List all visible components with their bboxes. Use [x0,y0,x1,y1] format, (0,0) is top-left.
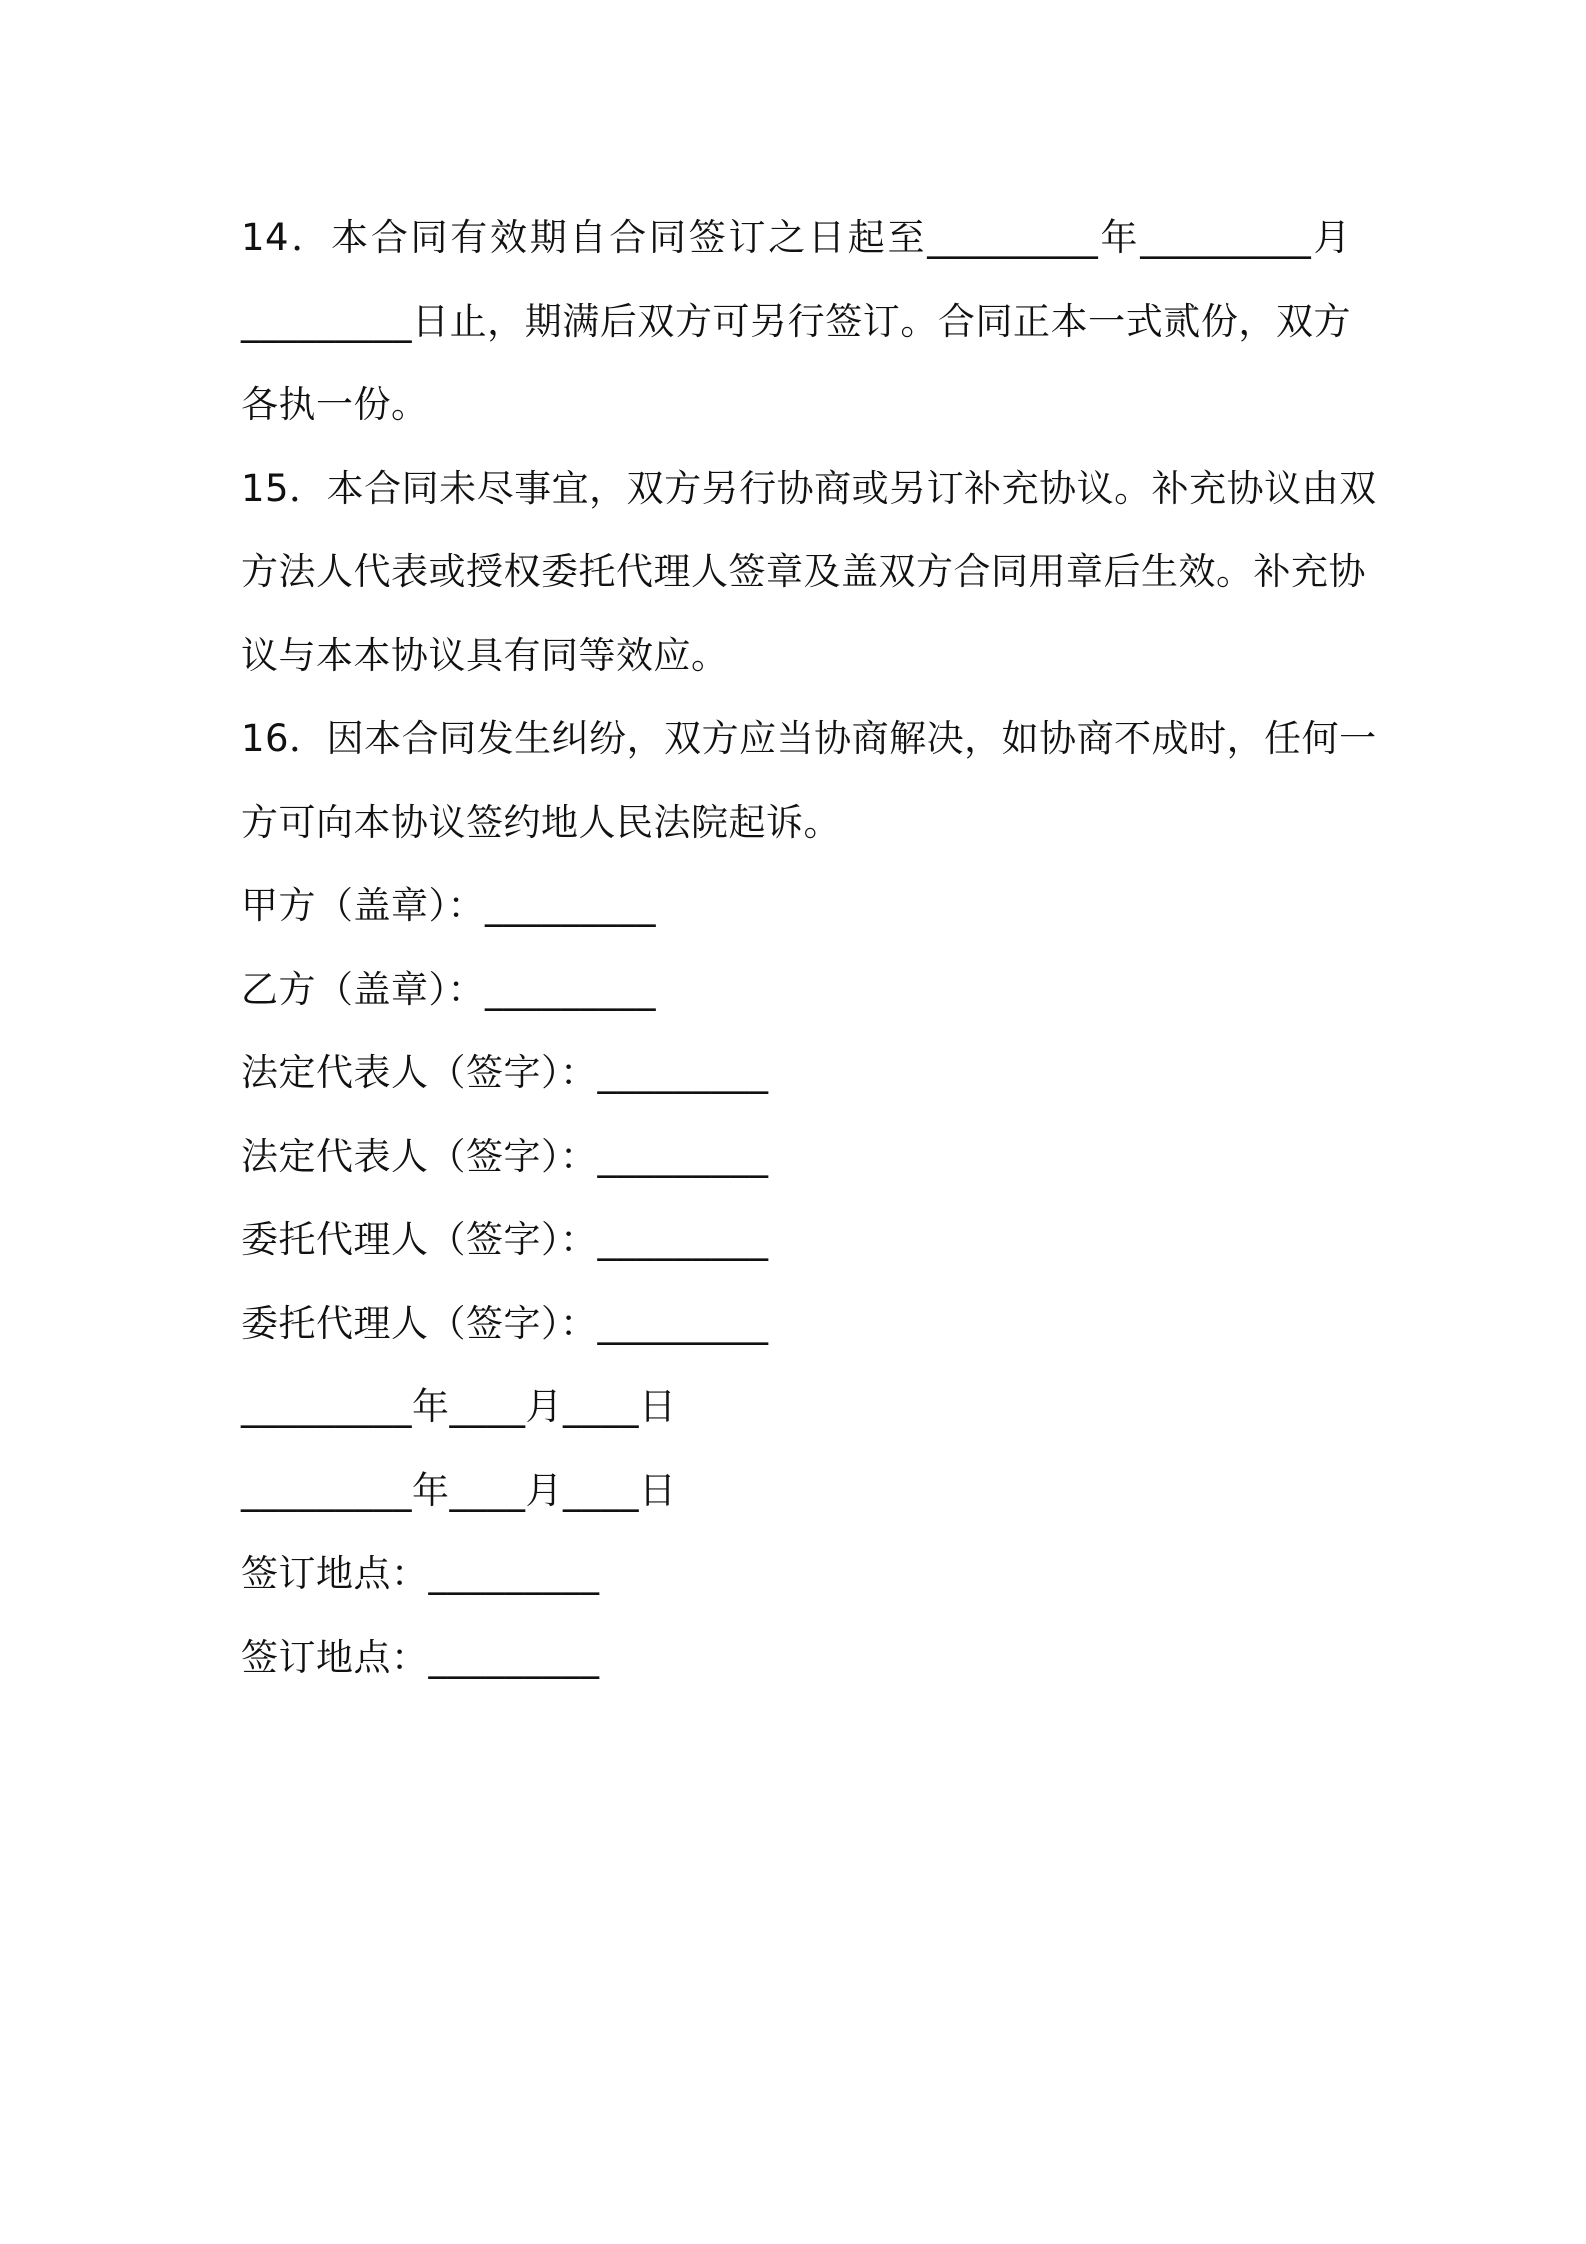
agent-signature-field-1: 委托代理人（签字）：_________ [241,1218,769,1261]
signing-date-field-1: _________年____月____日 [241,1385,677,1428]
agent-signature-field-2: 委托代理人（签字）：_________ [241,1301,769,1345]
signature-block [241,864,1351,1699]
clause-14 [241,196,1351,447]
clause-16-line-2: 方可向本协议签约地人民法院起诉。 [241,800,841,844]
clause-14-line-2: _________日止，期满后双方可另行签订。合同正本一式贰份，双方 [241,299,1351,343]
clause-14-line-3: 各执一份。 [241,383,429,426]
signing-place-field-2: 签订地点：_________ [241,1635,600,1679]
clause-15-line-3: 议与本本协议具有同等效应。 [241,633,729,677]
party-a-seal-field: 甲方（盖章）：_________ [241,884,656,927]
contract-body [241,196,1377,1699]
signing-place-field-1: 签订地点：_________ [241,1552,600,1595]
legal-rep-signature-field-1: 法定代表人（签字）：_________ [241,1051,769,1094]
clause-14-line-1: 14．本合同有效期自合同签订之日起至_________年_________月 [241,216,1351,259]
clause-15-line-2: 方法人代表或授权委托代理人签章及盖双方合同用章后生效。补充协 [241,550,1366,593]
clause-15 [241,447,1377,698]
clause-15-line-1: 15．本合同未尽事宜，双方另行协商或另订补充协议。补充协议由双 [241,466,1377,510]
party-b-seal-field: 乙方（盖章）：_________ [241,967,656,1011]
legal-rep-signature-field-2: 法定代表人（签字）：_________ [241,1134,769,1178]
clause-16-line-1: 16．因本合同发生纠纷，双方应当协商解决，如协商不成时，任何一 [241,717,1377,760]
clause-16 [241,697,1377,864]
signing-date-field-2: _________年____月____日 [241,1468,677,1512]
